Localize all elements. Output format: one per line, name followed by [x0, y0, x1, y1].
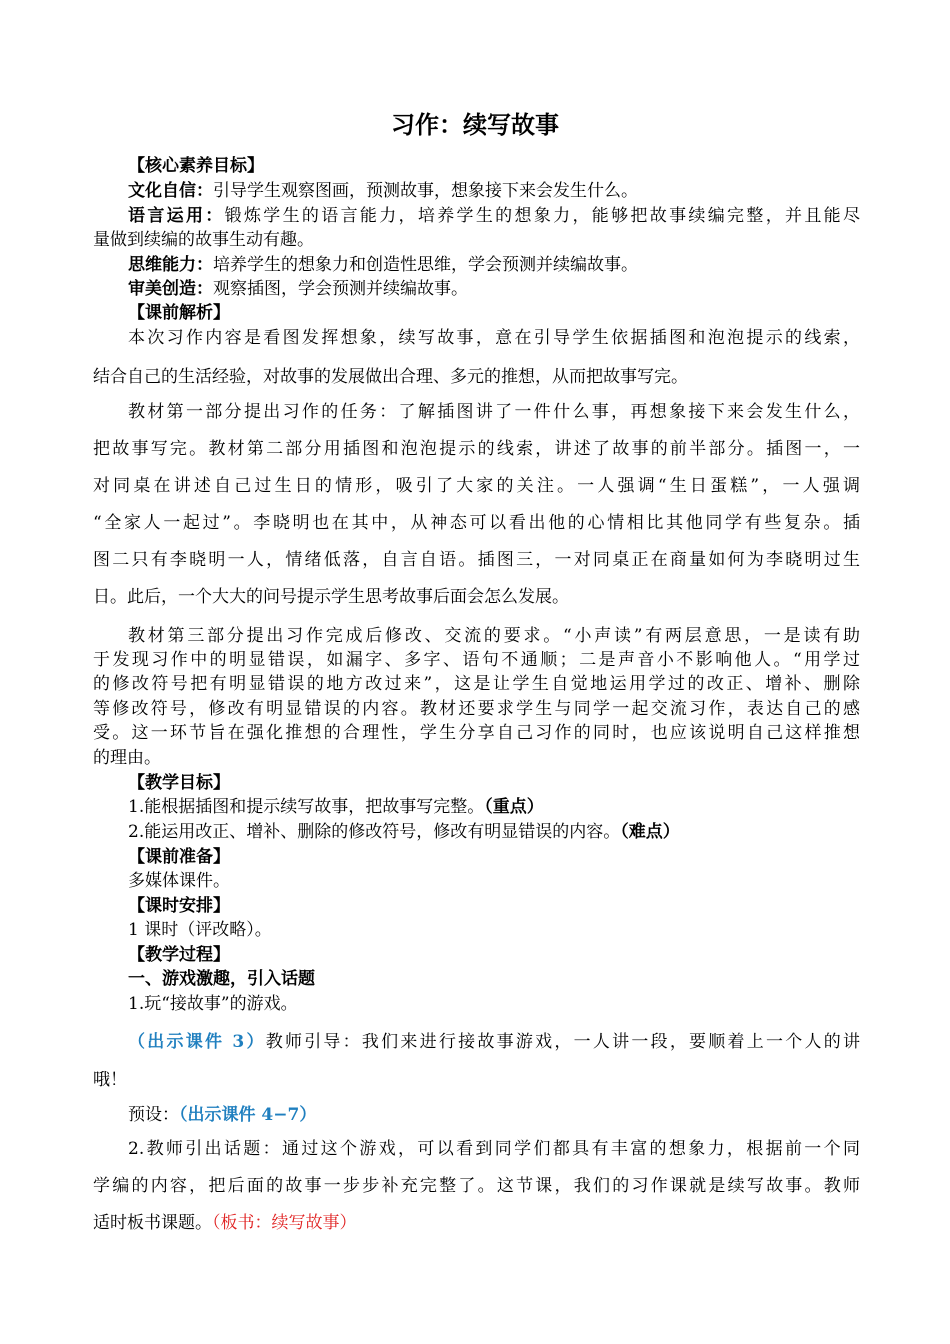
- analysis-p2-line: “全家人一起过”。李晓明也在其中，从神态可以看出他的心情相比其他同学有些复杂。插: [93, 513, 860, 533]
- analysis-p3-line: 于发现习作中的明显错误，如漏字、多字、语句不通顺；二是声音小不影响他人。“用学过: [93, 650, 860, 670]
- step2-last-line: [93, 1208, 860, 1233]
- goal-language-cont: 量做到续编的故事生动有趣。: [93, 230, 314, 250]
- analysis-p3-line: 的理由。: [93, 748, 161, 768]
- step2-last-text: 适时板书课题。: [93, 1213, 212, 1233]
- objectives-heading: 【教学目标】: [128, 773, 230, 793]
- analysis-p1-line: 结合自己的生活经验，对故事的发展做出合理、多元的推想，从而把故事写完。: [93, 367, 688, 387]
- analysis-p3-line: 等修改符号，修改有明显错误的内容。教材还要求学生与同学一起交流习作，表达自己的感: [93, 699, 860, 719]
- time-text: 1 课时（评改略）。: [128, 920, 272, 940]
- analysis-p2-line: 把故事写完。教材第二部分用插图和泡泡提示的线索，讲述了故事的前半部分。插图一，一: [93, 439, 860, 459]
- step1: 1.玩“接故事”的游戏。: [128, 994, 298, 1014]
- preset-line: [128, 1100, 860, 1125]
- analysis-p3-line: 的修改符号把有明显错误的地方改过来”，这是让学生自觉地运用学过的改正、增补、删除: [93, 674, 860, 694]
- courseware-label: （出示课件 3）: [128, 1032, 266, 1052]
- goal-text: 引导学生观察图画，预测故事，想象接下来会发生什么。: [213, 181, 638, 201]
- step2-line: 2.教师引出话题：通过这个游戏，可以看到同学们都具有丰富的想象力，根据前一个同: [128, 1139, 860, 1159]
- prep-heading: 【课前准备】: [128, 847, 230, 867]
- goal-label: 文化自信：: [128, 181, 213, 201]
- teacher-guide-text: 教师引导：我们来进行接故事游戏，一人讲一段，要顺着上一个人的讲: [265, 1032, 861, 1052]
- goal-text: 培养学生的想象力和创造性思维，学会预测并续编故事。: [213, 255, 638, 275]
- prep-text: 多媒体课件。: [128, 871, 230, 891]
- analysis-p2-line: 对同桌在讲述自己过生日的情形，吸引了大家的关注。一人强调“生日蛋糕”，一人强调: [93, 476, 860, 496]
- goal-language: [128, 201, 860, 226]
- goal-label: 思维能力：: [128, 255, 213, 275]
- objective-2: [128, 817, 860, 842]
- preset-label: 预设：: [128, 1105, 179, 1125]
- objective-tag: （重点）: [484, 797, 544, 817]
- analysis-p2-line: 教材第一部分提出习作的任务：了解插图讲了一件什么事，再想象接下来会发生什么，: [128, 402, 860, 422]
- analysis-p1-line: 本次习作内容是看图发挥想象，续写故事，意在引导学生依据插图和泡泡提示的线索，: [128, 328, 860, 348]
- teacher-guide-line: [128, 1027, 860, 1052]
- objective-tag: （难点）: [620, 822, 680, 842]
- goal-label: 语言运用：: [128, 206, 225, 226]
- goals-heading: 【核心素养目标】: [128, 156, 264, 176]
- courseware-label: （出示课件 4−7）: [179, 1105, 317, 1125]
- analysis-p2-line: 图二只有李晓明一人，情绪低落，自言自语。插图三，一对同桌正在商量如何为李晓明过生: [93, 550, 860, 570]
- goal-text: 锻炼学生的语言能力，培养学生的想象力，能够把故事续编完整，并且能尽: [224, 206, 861, 226]
- goal-thinking: [128, 250, 860, 275]
- objective-text: 2.能运用改正、增补、删除的修改符号，修改有明显错误的内容。: [128, 822, 621, 842]
- analysis-heading: 【课前解析】: [128, 303, 230, 323]
- goal-label: 审美创造：: [128, 279, 213, 299]
- board-note: （板书：续写故事）: [212, 1213, 357, 1233]
- section1-heading: 一、游戏激趣，引入话题: [128, 969, 315, 989]
- teacher-guide-cont: 哦！: [93, 1070, 127, 1090]
- analysis-p3-line: 受。这一环节旨在强化推想的合理性，学生分享自己习作的同时，也应该说明自己这样推想: [93, 723, 860, 743]
- process-heading: 【教学过程】: [128, 945, 230, 965]
- step2-line: 学编的内容，把后面的故事一步步补充完整了。这节课，我们的习作课就是续写故事。教师: [93, 1176, 860, 1196]
- document-title: 习作：续写故事: [391, 111, 559, 139]
- goal-text: 观察插图，学会预测并续编故事。: [213, 279, 468, 299]
- goal-aesthetic: [128, 274, 860, 299]
- goal-culture: [128, 176, 860, 201]
- analysis-p3-line: 教材第三部分提出习作完成后修改、交流的要求。“小声读”有两层意思，一是读有助: [128, 626, 860, 646]
- time-heading: 【课时安排】: [128, 896, 230, 916]
- analysis-p2-line: 日。此后，一个大大的问号提示学生思考故事后面会怎么发展。: [93, 587, 569, 607]
- objective-text: 1.能根据插图和提示续写故事，把故事写完整。: [128, 797, 485, 817]
- objective-1: [128, 792, 860, 817]
